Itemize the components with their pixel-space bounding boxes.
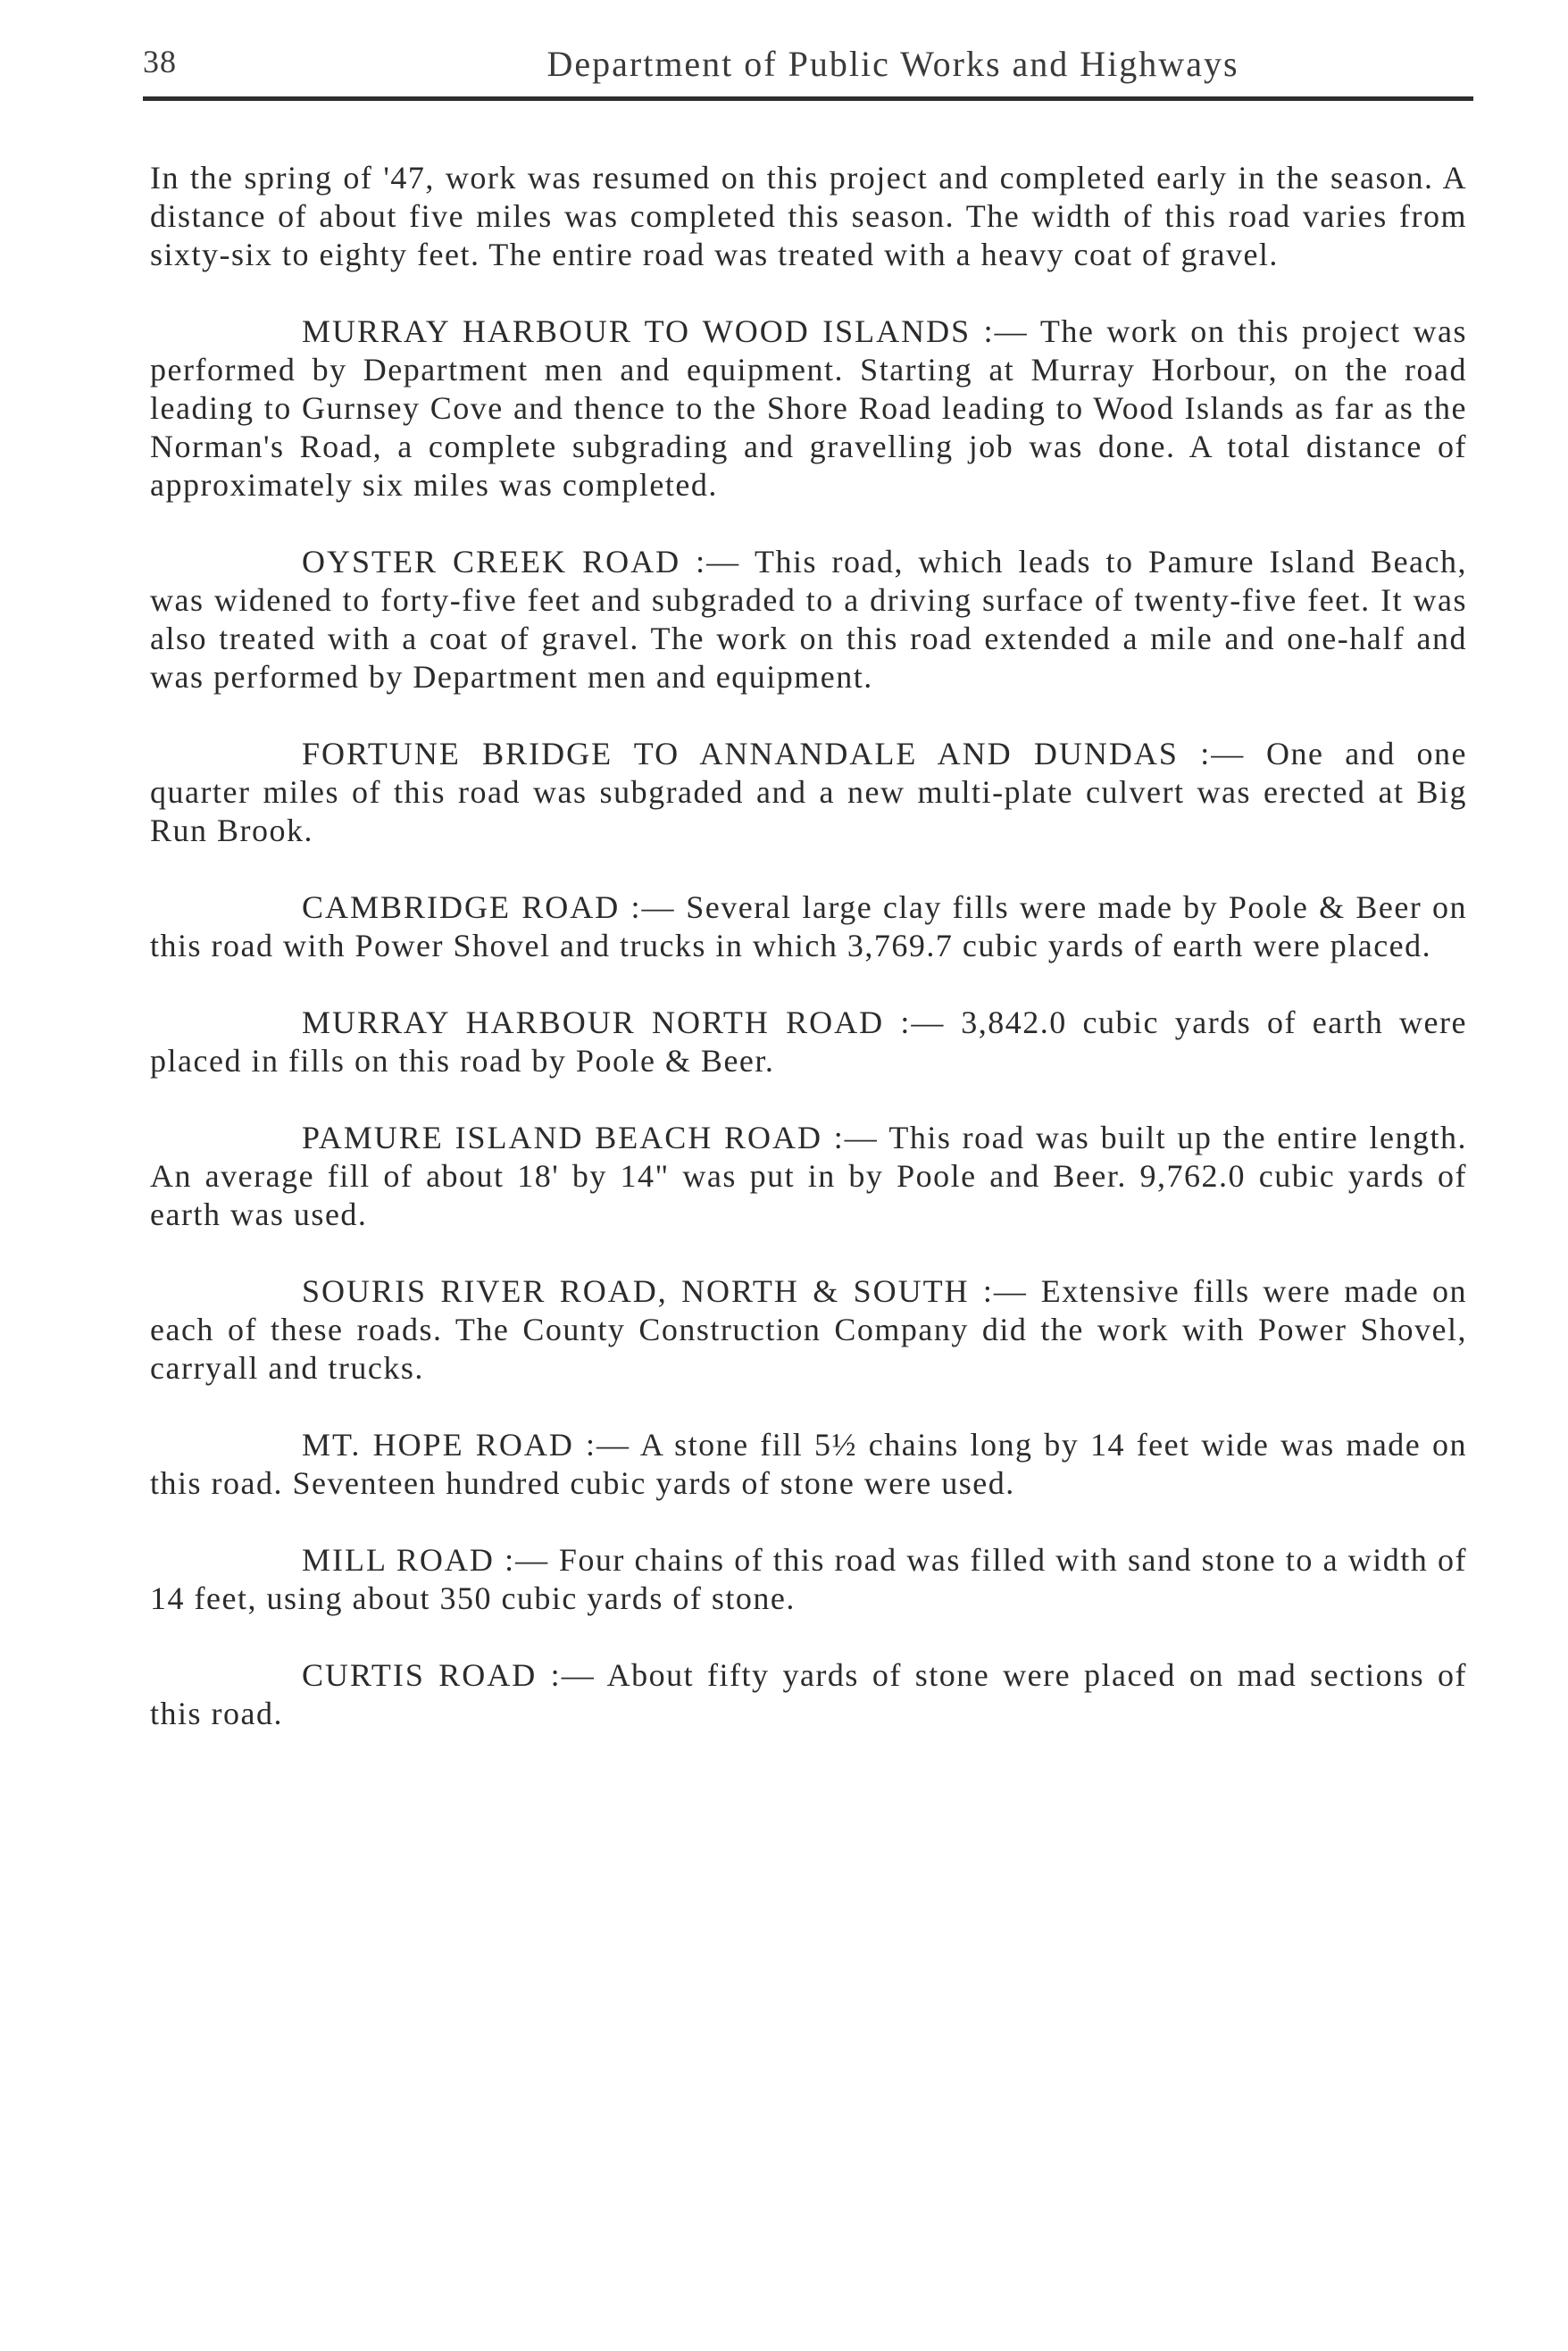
- paragraph-heading: MURRAY HARBOUR NORTH ROAD :—: [302, 1005, 946, 1040]
- paragraph-cambridge-road: [150, 888, 1467, 965]
- paragraph-mt-hope-road: [150, 1426, 1467, 1503]
- paragraph-heading: MURRAY HARBOUR TO WOOD ISLANDS :—: [302, 313, 1029, 349]
- page-number: 38: [143, 44, 177, 79]
- paragraph-heading: FORTUNE BRIDGE TO ANNANDALE AND DUNDAS :—: [302, 736, 1246, 771]
- paragraph-heading: SOURIS RIVER ROAD, NORTH & SOUTH :—: [302, 1273, 1028, 1309]
- paragraph-text: In the spring of '47, work was resumed on this project and completed early in the season. A distance of about five miles was completed this season. The width of this road varies from sixty-six to eighty feet. The entire road was treated with a heavy coat of gravel.: [150, 160, 1467, 272]
- paragraph-text: Extensive fills were made on each of these roads. The County Construction Company did the work with Power Shovel, carryall and trucks.: [150, 1273, 1468, 1386]
- paragraph-fortune-bridge: [150, 735, 1467, 850]
- paragraph-text: Several large clay fills were made by Poole & Beer on this road with Power Shovel and trucks in which 3,769.7 cubic yards of earth were placed.: [150, 889, 1468, 963]
- paragraph-heading: CURTIS ROAD :—: [302, 1657, 596, 1693]
- running-title: Department of Public Works and Highways: [546, 44, 1239, 84]
- paragraph-intro: [150, 159, 1467, 274]
- paragraph-oyster-creek-road: [150, 543, 1467, 696]
- paragraph-heading: PAMURE ISLAND BEACH ROAD :—: [302, 1120, 879, 1155]
- paragraph-heading: MILL ROAD :—: [302, 1542, 550, 1578]
- running-head: [143, 43, 1473, 96]
- paragraph-text: Four chains of this road was filled with sand stone to a width of 14 feet, using about 350 cubic yards of stone.: [150, 1542, 1468, 1616]
- paragraph-text: 3,842.0 cubic yards of earth were placed in fills on this road by Poole & Beer.: [150, 1005, 1467, 1079]
- paragraph-souris-river-road: [150, 1272, 1467, 1388]
- paragraph-text: This road, which leads to Pamure Island Beach, was widened to forty-five feet and subgraded to a driving surface of twenty-five feet. It was also treated with a coat of gravel. The work on this road extended a mile and one-half and was performed by Department men and equipment.: [150, 544, 1468, 695]
- paragraph-heading: OYSTER CREEK ROAD :—: [302, 544, 741, 579]
- paragraph-murray-harbour-wood-islands: [150, 313, 1467, 504]
- paragraph-text: The work on this project was performed by Department men and equipment. Starting at Murray Horbour, on the road leading to Gurnsey Cove and thence to the Shore Road leading to Wood Islands as far as the Norman's Road, a complete subgrading and gravelling job was done. A total distance of approximately six miles was completed.: [150, 313, 1467, 503]
- paragraph-murray-harbour-north-road: [150, 1004, 1467, 1080]
- paragraph-pamure-island-beach-road: [150, 1119, 1467, 1234]
- paragraph-text: This road was built up the entire length. An average fill of about 18' by 14" was put in by Poole and Beer. 9,762.0 cubic yards of earth was used.: [150, 1120, 1467, 1232]
- paragraph-curtis-road: [150, 1656, 1467, 1733]
- paragraph-text: About fifty yards of stone were placed on mad sections of this road.: [150, 1657, 1468, 1731]
- body-text: [150, 159, 1467, 1772]
- header-rule: [143, 96, 1473, 101]
- paragraph-text: One and one quarter miles of this road was subgraded and a new multi-plate culvert was erected at Big Run Brook.: [150, 736, 1467, 848]
- paragraph-text: A stone fill 5½ chains long by 14 feet wide was made on this road. Seventeen hundred cubic yards of stone were used.: [150, 1427, 1468, 1501]
- paragraph-heading: CAMBRIDGE ROAD :—: [302, 889, 676, 925]
- paragraph-mill-road: [150, 1541, 1467, 1618]
- paragraph-heading: MT. HOPE ROAD :—: [302, 1427, 631, 1463]
